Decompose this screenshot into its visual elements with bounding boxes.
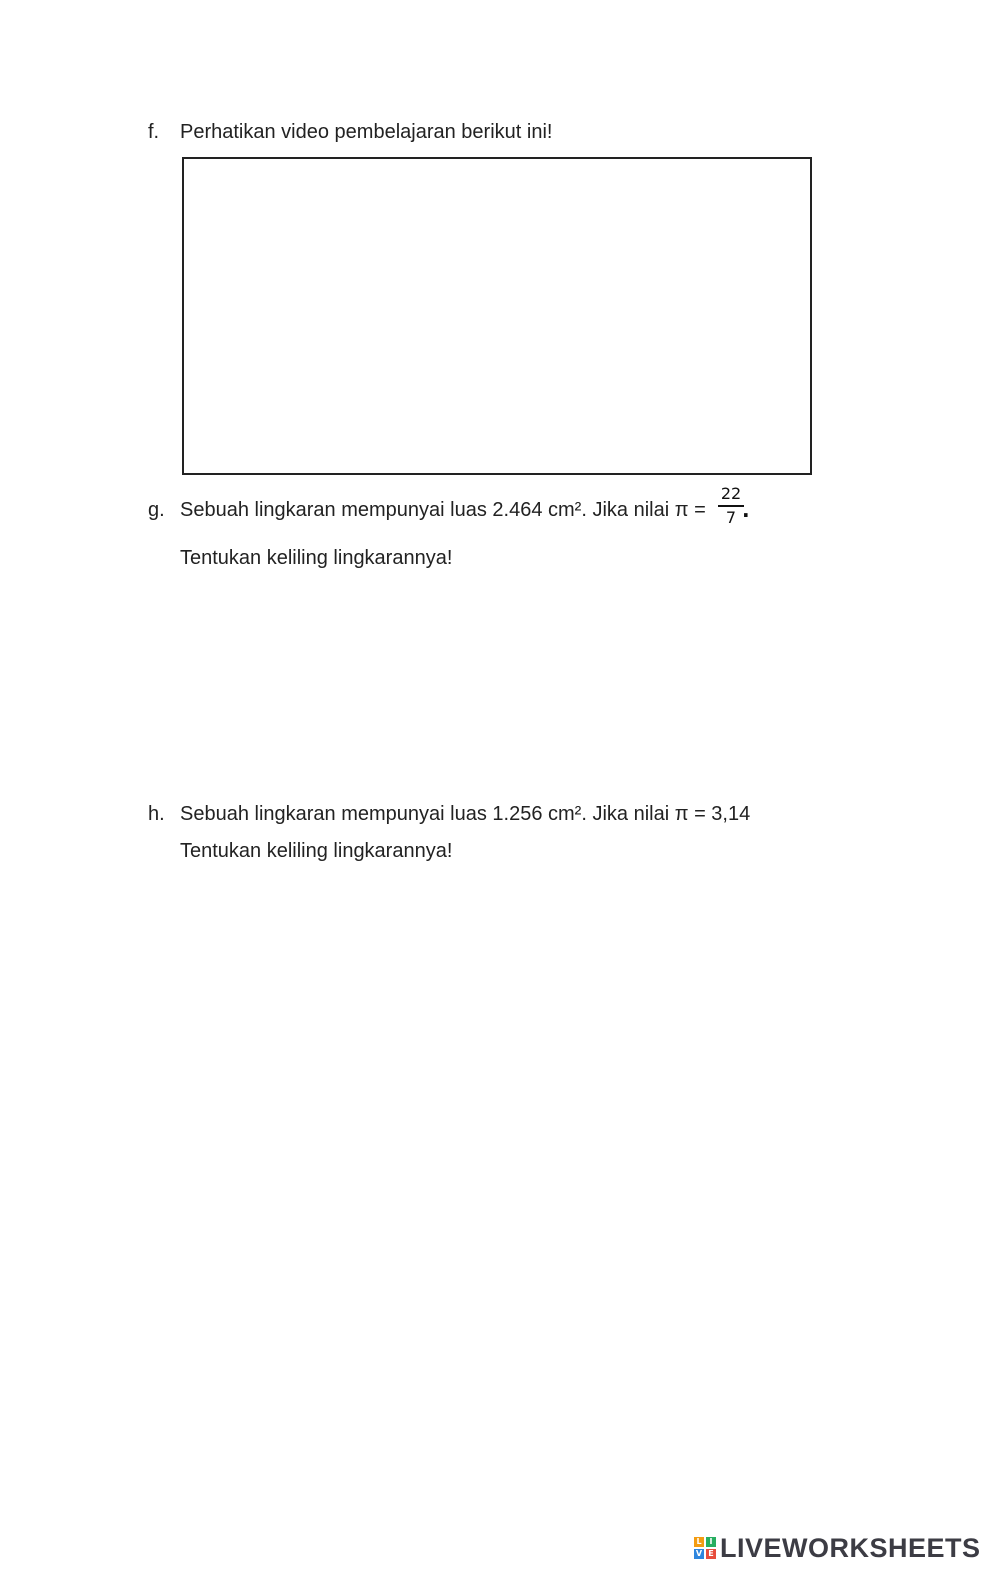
question-g-letter: g. (148, 499, 165, 521)
question-h-text: Sebuah lingkaran mempunyai luas 1.256 cm². Jika nilai π = 3,14 (180, 803, 751, 825)
logo-cell: V (695, 1549, 703, 1558)
question-g-text: Sebuah lingkaran mempunyai luas 2.464 cm². Jika nilai π = (180, 499, 706, 521)
logo-icon (694, 1537, 716, 1559)
question-g-subtext: Tentukan keliling lingkarannya! (180, 547, 453, 569)
fraction-denominator: 7 (725, 508, 737, 527)
logo-cell: L (694, 1537, 704, 1547)
question-h-subtext: Tentukan keliling lingkarannya! (180, 840, 453, 862)
fraction-numerator: 22 (720, 484, 742, 503)
pi-fraction (718, 484, 744, 528)
liveworksheets-logo[interactable] (694, 1532, 981, 1564)
logo-cell: I (706, 1537, 716, 1547)
question-f-letter: f. (148, 121, 160, 143)
brand-name: LIVEWORKSHEETS (720, 1532, 981, 1563)
video-embed[interactable] (182, 157, 812, 475)
fraction-bar (718, 505, 744, 507)
logo-cell: E (706, 1549, 716, 1559)
fraction-period: . (742, 498, 750, 522)
question-f-text: Perhatikan video pembelajaran berikut ini! (180, 121, 553, 143)
question-h-letter: h. (148, 803, 165, 825)
